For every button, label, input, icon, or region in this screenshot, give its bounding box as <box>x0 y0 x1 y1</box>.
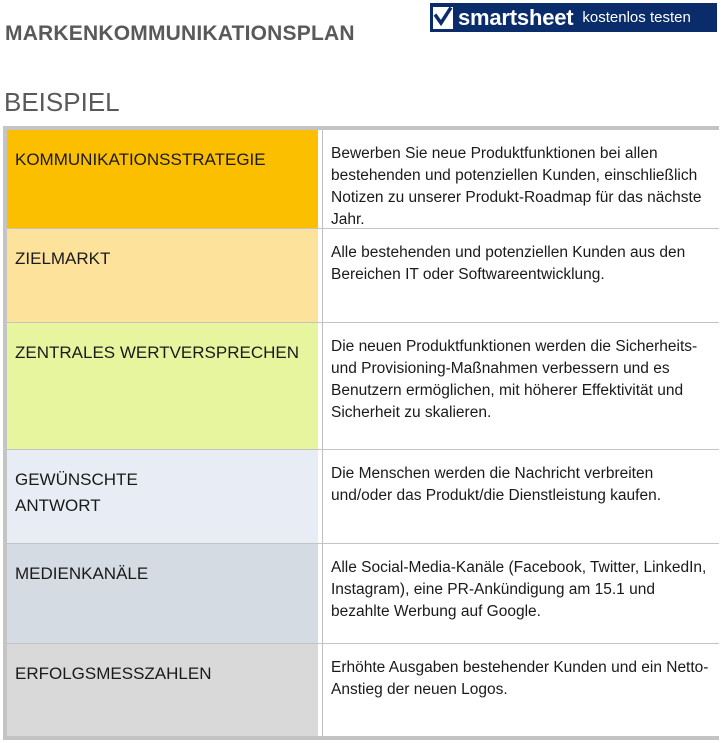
table-row-zentrales-wertversprechen <box>7 323 719 449</box>
smartsheet-trial-banner[interactable] <box>430 3 717 32</box>
table-row-erfolgsmesszahlen <box>7 644 719 736</box>
row-description: Bewerben Sie neue Produktfunktionen bei allen bestehenden und potenziellen Kunden, einschließlich Notizen zu unserer Produkt-Roadmap für das nächste Jahr. <box>322 130 719 228</box>
row-label: KOMMUNIKATIONSSTRATEGIE <box>7 130 318 228</box>
row-label: ZIELMARKT <box>7 229 318 322</box>
table-row-zielmarkt <box>7 229 719 322</box>
page-subtitle: BEISPIEL <box>4 87 120 117</box>
row-label: GEWÜNSCHTE ANTWORT <box>7 450 318 543</box>
row-label: MEDIENKANÄLE <box>7 544 318 643</box>
plan-table <box>3 126 719 740</box>
banner-brand: smartsheet <box>458 4 574 30</box>
row-description: Die Menschen werden die Nachricht verbreiten und/oder das Produkt/die Dienstleistung kaufen. <box>322 450 719 543</box>
row-description: Die neuen Produktfunktionen werden die Sicherheits- und Provisioning-Maßnahmen verbessern und es Benutzern ermöglichen, mit höherer Effektivität und Sicherheit zu skalieren. <box>322 323 719 449</box>
page-title: MARKENKOMMUNIKATIONSPLAN <box>5 22 355 45</box>
row-label: ERFOLGSMESSZAHLEN <box>7 644 318 736</box>
table-row-medienkanaele <box>7 544 719 643</box>
row-description: Alle Social-Media-Kanäle (Facebook, Twitter, LinkedIn, Instagram), eine PR-Ankündigung am 15.1 und bezahlte Werbung auf Google. <box>322 544 719 643</box>
table-row-kommunikationsstrategie <box>7 130 719 228</box>
row-description: Erhöhte Ausgaben bestehender Kunden und ein Netto-Anstieg der neuen Logos. <box>322 644 719 736</box>
row-description: Alle bestehenden und potenziellen Kunden aus den Bereichen IT oder Softwareentwicklung. <box>322 229 719 322</box>
banner-cta-link[interactable]: kostenlos testen <box>582 9 691 26</box>
smartsheet-logo-icon <box>432 6 454 30</box>
row-label: ZENTRALES WERTVERSPRECHEN <box>7 323 318 449</box>
table-row-gewuenschte-antwort <box>7 450 719 543</box>
